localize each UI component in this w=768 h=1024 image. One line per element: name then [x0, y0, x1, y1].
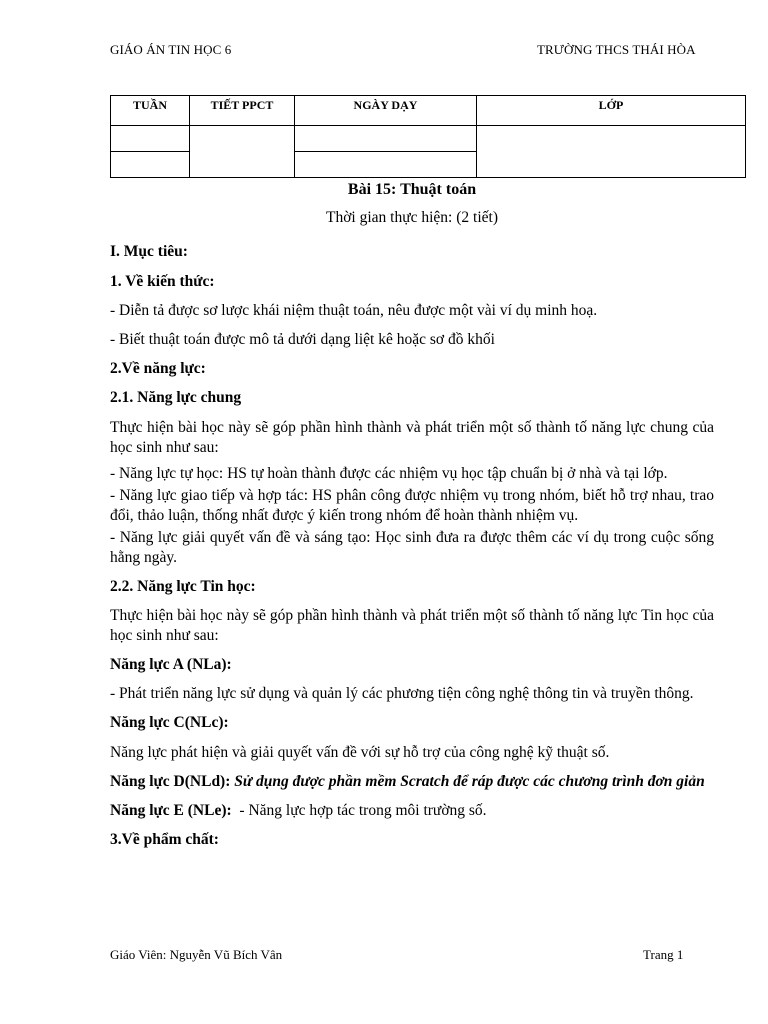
class-cell — [477, 126, 746, 178]
nla-text: - Phát triển năng lực sử dụng và quản lý các phương tiện công nghệ thông tin và truyền thông. — [110, 685, 694, 702]
nlc-text: Năng lực phát hiện và giải quyết vấn đề với sự hỗ trợ của công nghệ kỹ thuật số. — [110, 744, 610, 761]
nle-text: - Năng lực hợp tác trong môi trường số. — [239, 802, 487, 819]
nlc-title: Năng lực C(NLc): — [110, 714, 229, 731]
nla-title: Năng lực A (NLa): — [110, 656, 232, 673]
lesson-content — [110, 178, 714, 850]
header-right: TRƯỜNG THCS THÁI HÒA — [537, 42, 696, 57]
nld-title: Năng lực D(NLd): — [110, 773, 231, 790]
date-cell — [295, 152, 477, 178]
date-cell — [295, 126, 477, 152]
general-item: - Năng lực tự học: HS tự hoàn thành được các nhiệm vụ học tập chuẩn bị ở nhà và tại lớp. — [110, 465, 668, 482]
nle-title: Năng lực E (NLe): — [110, 802, 232, 819]
section-general: 2.1. Năng lực chung — [110, 389, 242, 406]
table-header-row — [111, 96, 746, 126]
lesson-title: Bài 15: Thuật toán — [347, 181, 477, 198]
knowledge-item: - Diễn tả được sơ lược khái niệm thuật toán, nêu được một vài ví dụ minh hoạ. — [110, 302, 598, 319]
section-it: 2.2. Năng lực Tin học: — [110, 578, 256, 595]
lesson-duration: Thời gian thực hiện: (2 tiết) — [326, 209, 498, 226]
lesson-info-table — [110, 95, 746, 178]
week-cell — [111, 152, 190, 178]
knowledge-item: - Biết thuật toán được mô tả dưới dạng liệt kê hoặc sơ đồ khối — [110, 331, 495, 348]
nle-paragraph — [110, 801, 714, 821]
col-week: TUẦN — [111, 96, 190, 126]
col-class: LỚP — [477, 96, 746, 126]
section-knowledge: 1. Về kiến thức: — [110, 273, 215, 290]
period-cell — [190, 126, 295, 178]
footer-teacher: Giáo Viên: Nguyễn Vũ Bích Vân — [110, 947, 283, 962]
general-intro: Thực hiện bài học này sẽ góp phần hình thành và phát triển một số thành tố năng lực chung của học sinh như sau: — [110, 419, 714, 456]
nld-paragraph — [110, 772, 714, 792]
general-item: - Năng lực giải quyết vấn đề và sáng tạo: Học sinh đưa ra được thêm các ví dụ trong cuộc sống hằng ngày. — [110, 529, 714, 566]
nld-text: Sử dụng được phần mềm Scratch để ráp được các chương trình đơn giản — [234, 773, 705, 790]
section-competence: 2.Về năng lực: — [110, 360, 206, 377]
table-row — [111, 126, 746, 152]
section-quality: 3.Về phẩm chất: — [110, 831, 219, 848]
it-intro: Thực hiện bài học này sẽ góp phần hình thành và phát triển một số thành tố năng lực Tin học của học sinh như sau: — [110, 607, 714, 644]
header-left: GIÁO ÁN TIN HỌC 6 — [110, 42, 232, 57]
footer-page-number: Trang 1 — [643, 947, 684, 962]
section-objectives: I. Mục tiêu: — [110, 243, 188, 260]
col-date: NGÀY DẠY — [295, 96, 477, 126]
col-period: TIẾT PPCT — [190, 96, 295, 126]
general-item: - Năng lực giao tiếp và hợp tác: HS phân công được nhiệm vụ trong nhóm, biết hỗ trợ nhau, trao đổi, thảo luận, thống nhất được ý kiến trong nhóm để hoàn thành nhiệm vụ. — [110, 487, 714, 524]
week-cell — [111, 126, 190, 152]
